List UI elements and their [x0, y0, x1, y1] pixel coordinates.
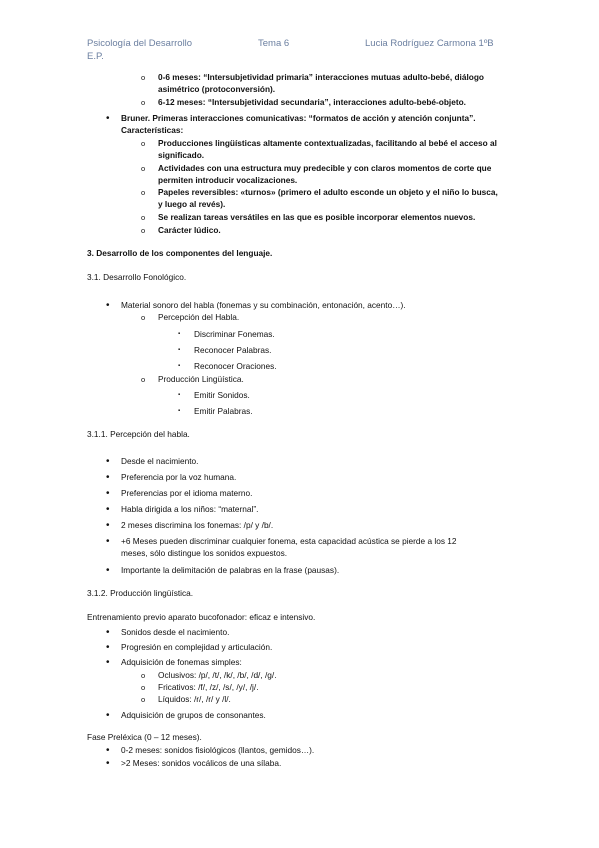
text-line: 0-6 meses: “Intersubjetividad primaria” interacciones mutuas adulto-bebé, diálogo — [158, 72, 484, 82]
text-line: Adquisición de grupos de consonantes. — [121, 710, 266, 720]
circle-bullet-icon: o — [141, 188, 146, 197]
circle-bullet-icon: o — [141, 313, 146, 322]
circle-bullet-icon: o — [141, 671, 146, 680]
text-line: Sonidos desde el nacimiento. — [121, 627, 230, 637]
bullet-icon: • — [106, 657, 110, 668]
bullet-icon: • — [106, 520, 110, 531]
header-author-cont: E.P. — [87, 51, 104, 62]
text-line: Producciones lingüísticas altamente contextualizadas, facilitando al bebé el acceso al — [158, 138, 497, 148]
bullet-icon: • — [106, 758, 110, 769]
bullet-icon: • — [106, 488, 110, 499]
section-heading: 3. Desarrollo de los componentes del lenguaje. — [87, 248, 273, 258]
bullet-icon: • — [106, 536, 110, 547]
header-author: Lucia Rodríguez Carmona 1ºB — [365, 38, 494, 49]
square-bullet-icon: ▪ — [178, 408, 181, 414]
header-topic: Tema 6 — [258, 38, 290, 49]
header-subject: Psicología del Desarrollo — [87, 38, 193, 49]
text-line: Habla dirigida a los niños: “maternal”. — [121, 504, 259, 514]
circle-bullet-icon: o — [141, 98, 146, 107]
text-line: Se realizan tareas versátiles en las que es posible incorporar elementos nuevos. — [158, 212, 476, 222]
text-line: Entrenamiento previo aparato bucofonador: eficaz e intensivo. — [87, 612, 316, 622]
bullet-icon: • — [106, 504, 110, 515]
section-heading: 3.1. Desarrollo Fonológico. — [87, 272, 187, 282]
text-line: Carácter lúdico. — [158, 225, 221, 235]
text-line: Oclusivos: /p/, /t/, /k/, /b/, /d/, /g/. — [158, 670, 277, 680]
text-line: Preferencia por la voz humana. — [121, 472, 237, 482]
text-line: Desde el nacimiento. — [121, 456, 199, 466]
bullet-icon: • — [106, 472, 110, 483]
text-line: Adquisición de fonemas simples: — [121, 657, 242, 667]
text-line: Producción Lingüística. — [158, 374, 244, 384]
text-line: Discriminar Fonemas. — [194, 329, 275, 339]
text-line: Preferencias por el idioma materno. — [121, 488, 253, 498]
text-line: Características: — [121, 125, 184, 135]
circle-bullet-icon: o — [141, 695, 146, 704]
text-line: Percepción del Habla. — [158, 312, 240, 322]
text-line: Reconocer Oraciones. — [194, 361, 277, 371]
text-line: Importante la delimitación de palabras en la frase (pausas). — [121, 565, 340, 575]
bullet-icon: • — [106, 456, 110, 467]
text-line: Papeles reversibles: «turnos» (primero el adulto esconde un objeto y el niño lo busca, — [158, 187, 498, 197]
text-line: Actividades con una estructura muy predecible y con claros momentos de corte que — [158, 163, 492, 173]
text-line: 2 meses discrimina los fonemas: /p/ y /b/. — [121, 520, 274, 530]
circle-bullet-icon: o — [141, 226, 146, 235]
text-line: 6-12 meses: “Intersubjetividad secundaria”, interacciones adulto-bebé-objeto. — [158, 97, 466, 107]
text-line: Bruner. Primeras interacciones comunicativas: “formatos de acción y atención conjunta”. — [121, 113, 476, 123]
section-heading: 3.1.2. Producción lingüística. — [87, 588, 194, 598]
text-line: Reconocer Palabras. — [194, 345, 272, 355]
bullet-icon: • — [106, 113, 110, 124]
text-line: y luego al revés). — [158, 199, 226, 209]
text-line: >2 Meses: sonidos vocálicos de una sílaba. — [121, 758, 282, 768]
circle-bullet-icon: o — [141, 213, 146, 222]
circle-bullet-icon: o — [141, 683, 146, 692]
bullet-icon: • — [106, 627, 110, 638]
circle-bullet-icon: o — [141, 73, 146, 82]
circle-bullet-icon: o — [141, 375, 146, 384]
circle-bullet-icon: o — [141, 164, 146, 173]
bullet-icon: • — [106, 300, 110, 311]
circle-bullet-icon: o — [141, 139, 146, 148]
text-line: permiten introducir vocalizaciones. — [158, 175, 298, 185]
text-line: Líquidos: /r/, /r/ y /l/. — [158, 694, 231, 704]
text-line: Emitir Palabras. — [194, 406, 253, 416]
square-bullet-icon: ▪ — [178, 347, 181, 353]
square-bullet-icon: ▪ — [178, 392, 181, 398]
bullet-icon: • — [106, 642, 110, 653]
text-line: 0-2 meses: sonidos fisiológicos (llantos, gemidos…). — [121, 745, 315, 755]
section-heading: 3.1.1. Percepción del habla. — [87, 429, 190, 439]
section-heading: Fase Preléxica (0 – 12 meses). — [87, 732, 202, 742]
text-line: Progresión en complejidad y articulación. — [121, 642, 273, 652]
bullet-icon: • — [106, 710, 110, 721]
bullet-icon: • — [106, 745, 110, 756]
square-bullet-icon: ▪ — [178, 363, 181, 369]
text-line: significado. — [158, 150, 205, 160]
text-line: meses, sólo distingue los sonidos expuestos. — [121, 548, 288, 558]
bullet-icon: • — [106, 565, 110, 576]
text-line: Fricativos: /f/, /z/, /s/, /y/, /j/. — [158, 682, 259, 692]
text-line: asimétrico (protoconversión). — [158, 84, 276, 94]
text-line: +6 Meses pueden discriminar cualquier fonema, esta capacidad acústica se pierde a los 12 — [121, 536, 457, 546]
square-bullet-icon: ▪ — [178, 331, 181, 337]
text-line: Material sonoro del habla (fonemas y su combinación, entonación, acento…). — [121, 300, 406, 310]
text-line: Emitir Sonidos. — [194, 390, 250, 400]
